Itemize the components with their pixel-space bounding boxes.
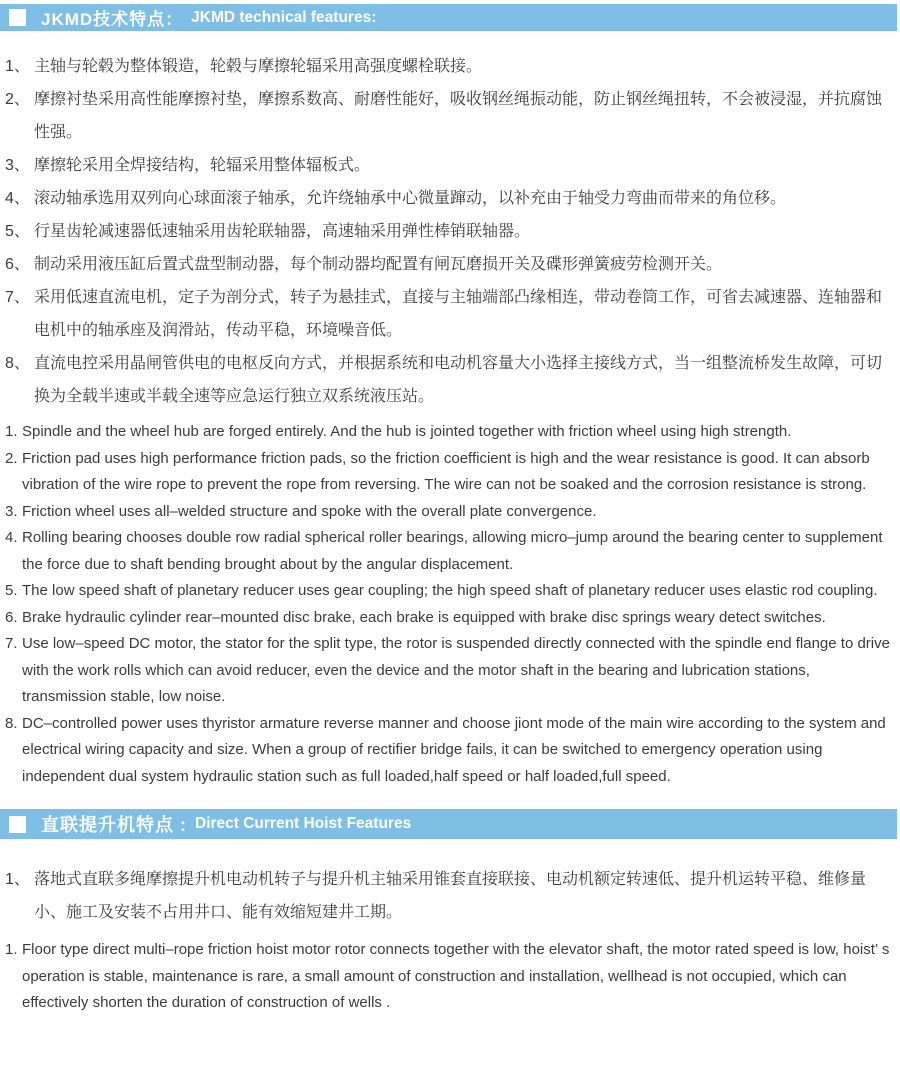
- item-text: Floor type direct multi–rope friction hoist motor rotor connects together with the elevator shaft, the motor rated speed is low, hoist’ s operation is stable, maintenance is rare, a small amount of construction and installation, wellhead is not occupied, which can effectively shorten the duration of construction of wells .: [22, 941, 890, 1011]
- item-number: 5.: [5, 582, 18, 599]
- item-number: 6.: [5, 608, 18, 626]
- section-header-jkmd: [0, 4, 897, 31]
- white-square-icon: [9, 816, 26, 833]
- hoist-features-en: [5, 937, 898, 1017]
- list-item: [5, 499, 898, 526]
- item-text: Rolling bearing chooses double row radial spherical roller bearings, allowing micro–jump around the bearing center to supplement the force due to shaft bending brought about by the angular displacement.: [22, 529, 883, 573]
- list-item: [5, 419, 898, 446]
- list-item: [5, 446, 898, 499]
- list-item: [5, 863, 896, 929]
- item-text: The low speed shaft of planetary reducer uses gear coupling; the high speed shaft of planetary reducer uses elastic rod coupling.: [22, 582, 878, 599]
- item-text: Friction pad uses high performance friction pads, so the friction coefficient is high and the wear resistance is good. It can absorb vibration of the wire rope to prevent the rope from reversing. The wire can not be soaked and the corrosion resistance is strong.: [22, 449, 870, 493]
- jkmd-features-zh: [5, 50, 896, 413]
- item-number: 3、: [5, 157, 30, 174]
- item-number: 1、: [5, 58, 30, 75]
- item-text: 落地式直联多绳摩擦提升机电动机转子与提升机主轴采用锥套直接联接、电动机额定转速低、提升机运转平稳、维修量小、施工及安装不占用井口、能有效缩短建井工期。: [34, 871, 867, 921]
- item-number: 7、: [5, 289, 30, 306]
- list-item: [5, 149, 896, 182]
- item-text: Use low–speed DC motor, the stator for the split type, the rotor is suspended directly connected with the spindle end flange to drive with the work rolls which can avoid reducer, even the device and the motor shaft in the bearing and lubrication stations, transmission stable, low noise.: [22, 635, 890, 705]
- item-number: 2.: [5, 449, 18, 467]
- item-number: 7.: [5, 635, 18, 652]
- list-item: [5, 578, 898, 605]
- item-number: 8、: [5, 355, 30, 372]
- section-title-en: Direct Current Hoist Features: [195, 815, 412, 832]
- list-item: [5, 347, 896, 413]
- item-text: Brake hydraulic cylinder rear–mounted disc brake, each brake is equipped with brake disc springs weary detect switches.: [22, 608, 826, 626]
- item-number: 6、: [5, 256, 30, 273]
- section-title-en: JKMD technical features:: [191, 8, 377, 26]
- list-item: [5, 50, 896, 83]
- list-item: [5, 937, 898, 1017]
- list-item: [5, 215, 896, 248]
- item-number: 8.: [5, 714, 18, 732]
- item-number: 1.: [5, 941, 18, 958]
- list-item: [5, 525, 898, 578]
- item-number: 3.: [5, 502, 18, 520]
- section-title-zh: 直联提升机特点 :: [41, 815, 187, 835]
- hoist-features-zh: [5, 863, 896, 929]
- item-text: 行星齿轮减速器低速轴采用齿轮联轴器，高速轴采用弹性棒销联轴器。: [34, 223, 531, 240]
- item-text: 摩擦衬垫采用高性能摩擦衬垫，摩擦系数高、耐磨性能好，吸收钢丝绳振动能，防止钢丝绳扭转，不会被浸湿，并抗腐蚀性强。: [34, 91, 883, 141]
- item-text: Friction wheel uses all–welded structure and spoke with the overall plate convergence.: [22, 502, 597, 520]
- list-item: [5, 631, 898, 711]
- catalog-page: [0, 4, 900, 1067]
- list-item: [5, 711, 898, 791]
- item-text: 采用低速直流电机，定子为剖分式，转子为悬挂式，直接与主轴端部凸缘相连，带动卷筒工作，可省去减速器、连轴器和电机中的轴承座及润滑站，传动平稳，环境噪音低。: [34, 289, 883, 339]
- item-text: 摩擦轮采用全焊接结构，轮辐采用整体辐板式。: [34, 157, 371, 174]
- item-number: 4、: [5, 190, 30, 207]
- item-text: 滚动轴承选用双列向心球面滚子轴承，允许绕轴承中心微量蹿动，以补充由于轴受力弯曲而带来的角位移。: [34, 190, 787, 207]
- section-title-zh: JKMD技术特点：: [41, 10, 184, 29]
- item-number: 2、: [5, 91, 30, 108]
- item-text: 主轴与轮毂为整体锻造，轮毂与摩擦轮辐采用高强度螺栓联接。: [34, 58, 483, 75]
- item-text: 制动采用液压缸后置式盘型制动器，每个制动器均配置有闸瓦磨损开关及碟形弹簧疲劳检测开关。: [34, 256, 723, 273]
- item-number: 4.: [5, 529, 18, 546]
- item-number: 1、: [5, 871, 30, 888]
- jkmd-features-en: [5, 419, 898, 790]
- item-number: 5、: [5, 223, 30, 240]
- list-item: [5, 83, 896, 149]
- item-number: 1.: [5, 423, 18, 440]
- white-square-icon: [9, 9, 26, 26]
- list-item: [5, 248, 896, 281]
- list-item: [5, 182, 896, 215]
- list-item: [5, 605, 898, 632]
- list-item: [5, 281, 896, 347]
- item-text: DC–controlled power uses thyristor armature reverse manner and choose jiont mode of the main wire according to the system and electrical wiring capacity and size. When a group of rectifier bridge fails, it can be switched to emergency operation using independent dual system hydraulic station such as full loaded,half speed or half loaded,full speed.: [22, 714, 886, 785]
- item-text: 直流电控采用晶闸管供电的电枢反向方式，并根据系统和电动机容量大小选择主接线方式，当一组整流桥发生故障，可切换为全载半速或半载全速等应急运行独立双系统液压站。: [34, 355, 883, 405]
- item-text: Spindle and the wheel hub are forged entirely. And the hub is jointed together with friction wheel using high strength.: [22, 423, 792, 440]
- section-header-direct-hoist: [0, 809, 897, 839]
